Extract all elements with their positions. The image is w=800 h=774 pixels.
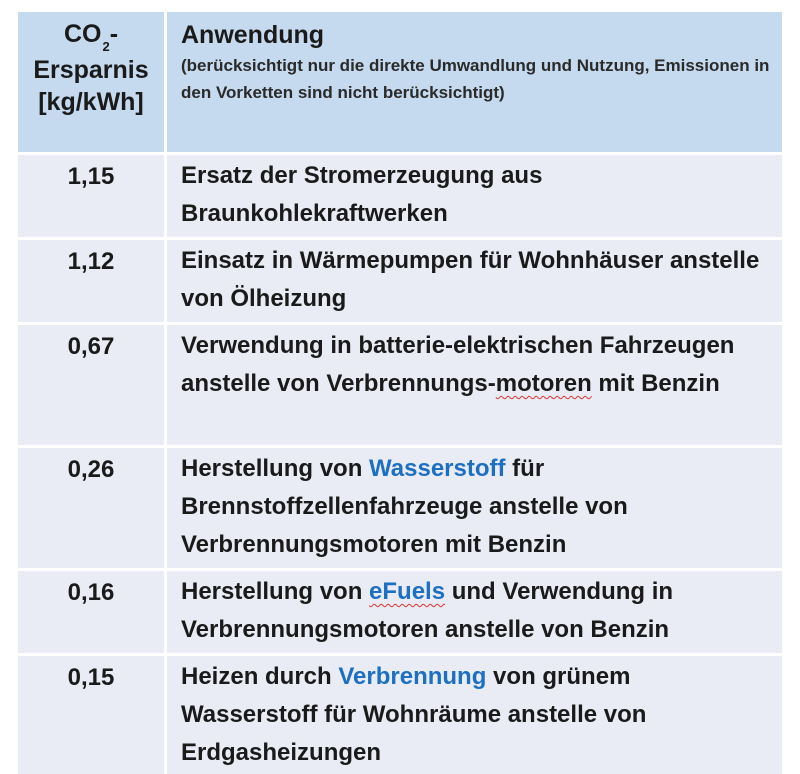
savings-value: 0,15 xyxy=(67,664,115,691)
table-row xyxy=(18,568,782,653)
co2-savings-table-container xyxy=(18,12,782,774)
savings-value: 1,12 xyxy=(67,248,115,275)
application-cell xyxy=(167,568,782,653)
application-text: motoren xyxy=(495,370,592,397)
savings-value: 0,67 xyxy=(67,333,115,360)
savings-value-cell xyxy=(18,568,167,653)
application-text: Ersatz der Stromerzeugung aus Braunkohlekraftwerken xyxy=(181,162,543,227)
savings-value-cell xyxy=(18,653,167,774)
header-application-note: (berücksichtigt nur die direkte Umwandlung und Nutzung, Emissionen in den Vorketten sind nicht berücksichtigt) xyxy=(181,56,770,102)
savings-value-cell xyxy=(18,152,167,237)
savings-value-cell xyxy=(18,445,167,568)
application-text: und Verwendung in Verbrennungsmotoren anstelle von Benzin xyxy=(181,578,674,643)
application-cell xyxy=(167,653,782,774)
application-text: mit Benzin xyxy=(591,370,720,397)
application-text: Heizen durch xyxy=(181,663,339,690)
application-text: Einsatz in Wärmepumpen für Wohnhäuser anstelle von Ölheizung xyxy=(181,247,760,312)
savings-value: 1,15 xyxy=(67,163,115,190)
table-row xyxy=(18,653,782,774)
header-co2-text: CO xyxy=(63,20,102,48)
highlighted-term: Verbrennung xyxy=(338,663,487,690)
application-cell xyxy=(167,322,782,445)
highlighted-term: Wasserstoff xyxy=(369,455,506,482)
application-text: Herstellung von xyxy=(181,455,370,482)
table-row xyxy=(18,445,782,568)
savings-value: 0,26 xyxy=(67,456,115,483)
co2-savings-table xyxy=(18,12,782,774)
header-unit: [kg/kWh] xyxy=(38,88,144,116)
savings-value-cell xyxy=(18,322,167,445)
table-row xyxy=(18,152,782,237)
table-row xyxy=(18,322,782,445)
highlighted-term: eFuels xyxy=(369,578,446,605)
application-cell xyxy=(167,237,782,322)
header-co2-savings xyxy=(18,12,167,152)
application-text: Verwendung in batterie-elektrischen Fahrzeugen anstelle von Verbrennungs- xyxy=(181,332,735,397)
application-text: für Brennstoffzellenfahrzeuge anstelle von Verbrennungsmotoren mit Benzin xyxy=(181,455,628,558)
application-cell xyxy=(167,445,782,568)
header-co2-dash: - xyxy=(109,20,119,48)
application-cell xyxy=(167,152,782,237)
table-header-row xyxy=(18,12,782,152)
header-ersparnis: Ersparnis xyxy=(33,56,149,84)
savings-value: 0,16 xyxy=(67,579,115,606)
table-row xyxy=(18,237,782,322)
application-text: von grünem Wasserstoff für Wohnräume anstelle von Erdgasheizungen xyxy=(181,663,647,766)
savings-value-cell xyxy=(18,237,167,322)
application-text: Herstellung von xyxy=(181,578,370,605)
header-co2-subscript: 2 xyxy=(102,39,110,54)
header-application xyxy=(167,12,782,152)
header-application-title: Anwendung xyxy=(181,21,325,49)
